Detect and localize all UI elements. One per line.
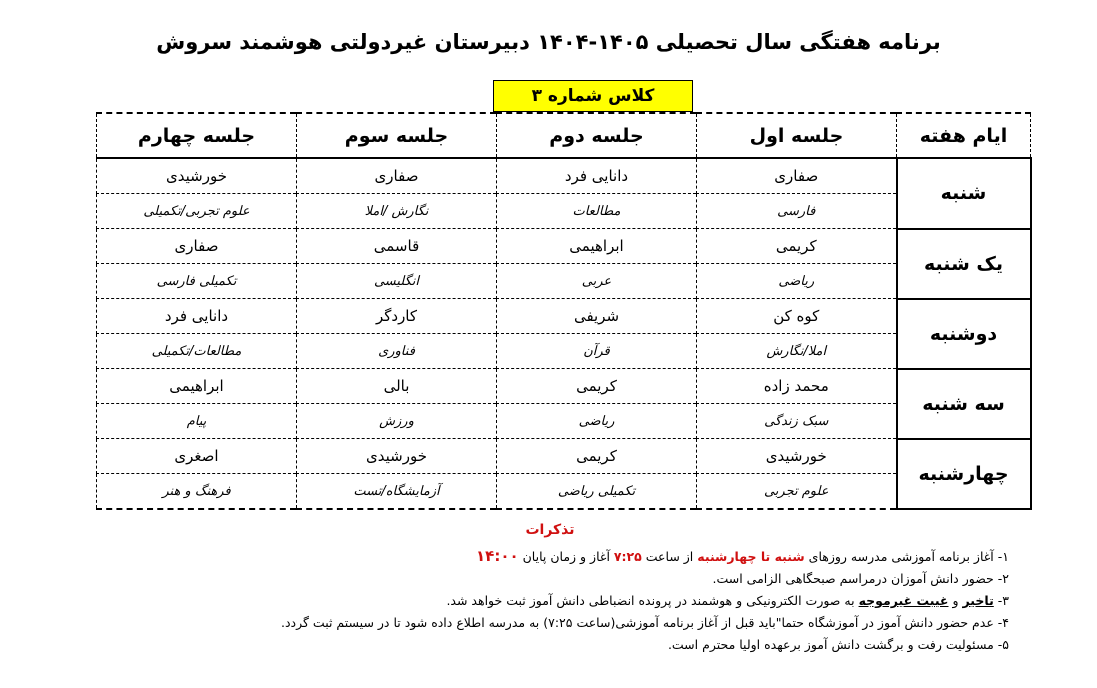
- note-item-5: ۵- مسئولیت رفت و برگشت دانش آموز برعهده اولیا محترم است.: [667, 637, 1009, 652]
- teacher-cell: دانایی فرد: [497, 158, 697, 194]
- subject-cell: فارسی: [697, 194, 897, 229]
- note-item-3: [249, 590, 1009, 612]
- day-name: سه شنبه: [897, 369, 1031, 439]
- tardiness-highlight: تاخیر: [962, 593, 994, 608]
- day-name: چهارشنبه: [897, 439, 1031, 510]
- teacher-cell: قاسمی: [297, 229, 497, 264]
- subject-cell: مطالعات/تکمیلی: [97, 334, 297, 369]
- teacher-cell: صفاری: [297, 158, 497, 194]
- subject-cell: مطالعات: [497, 194, 697, 229]
- teacher-cell: صفاری: [697, 158, 897, 194]
- header-session-3: جلسه سوم: [297, 113, 497, 158]
- subject-cell: پیام: [97, 404, 297, 439]
- subject-cell: قرآن: [497, 334, 697, 369]
- note-item-4: ۴- عدم حضور دانش آموز در آموزشگاه حتما"باید قبل از آغاز برنامه آموزشی(ساعت ۷:۲۵) به مدرسه اطلاع داده شود تا در سیستم ثبت گردد.: [281, 615, 1009, 630]
- teacher-cell: بالی: [297, 369, 497, 404]
- teacher-cell: کریمی: [697, 229, 897, 264]
- note-text: و: [952, 593, 959, 608]
- table-row: [97, 229, 1031, 264]
- notes-list: [249, 545, 1009, 656]
- header-session-4: جلسه چهارم: [97, 113, 297, 158]
- teacher-cell: خورشیدی: [697, 439, 897, 474]
- note-text: از ساعت: [645, 549, 694, 564]
- subject-cell: ریاضی: [697, 264, 897, 299]
- table-row: [97, 439, 1031, 474]
- teacher-cell: ابراهیمی: [497, 229, 697, 264]
- subject-cell: ورزش: [297, 404, 497, 439]
- schedule-table: [96, 112, 1032, 510]
- subject-cell: انگلیسی: [297, 264, 497, 299]
- day-name: یک شنبه: [897, 229, 1031, 299]
- teacher-cell: خورشیدی: [97, 158, 297, 194]
- table-row: [97, 299, 1031, 334]
- table-row: [97, 474, 1031, 510]
- teacher-cell: کریمی: [497, 439, 697, 474]
- teacher-cell: محمد زاده: [697, 369, 897, 404]
- note-text: ۳-: [997, 593, 1009, 608]
- day-name: شنبه: [897, 158, 1031, 229]
- table-row: [97, 264, 1031, 299]
- subject-cell: نگارش /املا: [297, 194, 497, 229]
- start-time: ۷:۲۵: [613, 549, 642, 564]
- subject-cell: فناوری: [297, 334, 497, 369]
- day-name: دوشنبه: [897, 299, 1031, 369]
- subject-cell: تکمیلی ریاضی: [497, 474, 697, 510]
- page-title: برنامه هفتگی سال تحصیلی ۱۴۰۵-۱۴۰۴ دبیرستان غیردولتی هوشمند سروش: [156, 30, 941, 54]
- teacher-cell: کریمی: [497, 369, 697, 404]
- note-text: ۱- آغاز برنامه آموزشی مدرسه روزهای: [808, 549, 1009, 564]
- subject-cell: ریاضی: [497, 404, 697, 439]
- subject-cell: سبک زندگی: [697, 404, 897, 439]
- teacher-cell: شریفی: [497, 299, 697, 334]
- absence-highlight: غیبت غیرموجه: [858, 593, 949, 608]
- subject-cell: آزمایشگاه/تست: [297, 474, 497, 510]
- teacher-cell: کاردگر: [297, 299, 497, 334]
- table-row: [97, 369, 1031, 404]
- teacher-cell: دانایی فرد: [97, 299, 297, 334]
- header-session-2: جلسه دوم: [497, 113, 697, 158]
- note-text: به صورت الکترونیکی و هوشمند در پرونده انضباطی دانش آموز ثبت خواهد شد.: [446, 593, 855, 608]
- end-time: ۱۴:۰۰: [476, 547, 519, 565]
- subject-cell: علوم تجربی/تکمیلی: [97, 194, 297, 229]
- table-row: [97, 334, 1031, 369]
- teacher-cell: خورشیدی: [297, 439, 497, 474]
- subject-cell: تکمیلی فارسی: [97, 264, 297, 299]
- header-row: [97, 113, 1031, 158]
- teacher-cell: صفاری: [97, 229, 297, 264]
- teacher-cell: اصغری: [97, 439, 297, 474]
- note-item-2: ۲- حضور دانش آموزان درمراسم صبحگاهی الزامی است.: [712, 571, 1009, 586]
- teacher-cell: کوه کن: [697, 299, 897, 334]
- table-row: [97, 194, 1031, 229]
- note-item-1: [249, 545, 1009, 568]
- note-text: آغاز و زمان پایان: [522, 549, 610, 564]
- class-label: کلاس شماره ۳: [493, 80, 693, 112]
- header-session-1: جلسه اول: [697, 113, 897, 158]
- subject-cell: املا/نگارش: [697, 334, 897, 369]
- subject-cell: علوم تجربی: [697, 474, 897, 510]
- table-row: [97, 404, 1031, 439]
- school-days-highlight: شنبه تا چهارشنبه: [697, 549, 805, 564]
- header-day: ایام هفته: [897, 113, 1031, 158]
- notes-title: تذکرات: [525, 522, 575, 538]
- subject-cell: عربی: [497, 264, 697, 299]
- subject-cell: فرهنگ و هنر: [97, 474, 297, 510]
- table-row: [97, 158, 1031, 194]
- teacher-cell: ابراهیمی: [97, 369, 297, 404]
